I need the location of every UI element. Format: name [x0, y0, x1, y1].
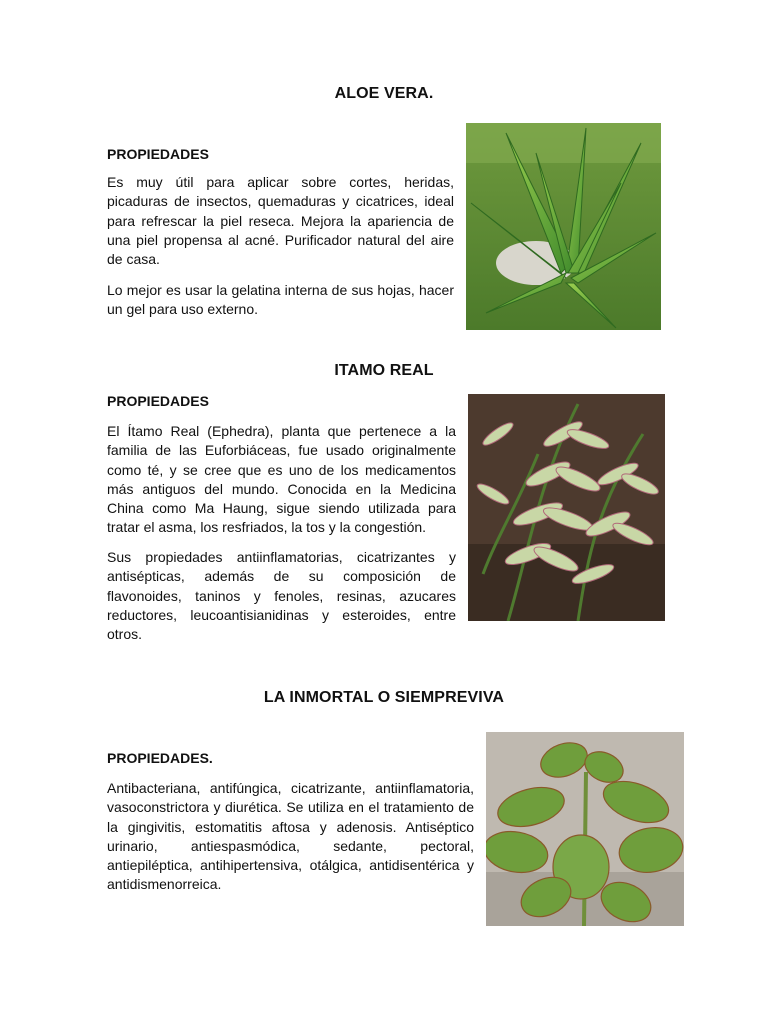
section-title-aloe-vera: ALOE VERA. — [334, 85, 434, 102]
properties-label-aloe-vera: PROPIEDADES — [107, 146, 209, 162]
itamo-real-paragraph-2: Sus propiedades antiinflamatorias, cicatrizantes y antisépticas, además de su composición de flavonoides, taninos y fenoles, resinas, azucares reductores, leucoantisianidinas y esteroides, entre otros. — [107, 549, 456, 643]
aloe-vera-paragraph-2: Lo mejor es usar la gelatina interna de sus hojas, hacer un gel para uso externo. — [107, 282, 454, 318]
siempreviva-paragraph-1: Antibacteriana, antifúngica, cicatrizante, antiinflamatoria, vasoconstrictora y diurética. Se utiliza en el tratamiento de la gingivitis, estomatitis aftosa y adenosis. Antiséptico urinario, antiespasmódica, sedante, pectoral, antiepiléptica, antihipertensiva, otálgica, antidisentérica y antidismenorreica. — [107, 780, 474, 893]
properties-label-itamo-real: PROPIEDADES — [107, 393, 209, 409]
aloe-vera-plant-icon — [466, 123, 661, 330]
itamo-real-paragraph-1: El Ítamo Real (Ephedra), planta que pertenece a la familia de las Euforbiáceas, fue usado originalmente como té, y se cree que es uno de los medicamentos más antiguos del mundo. Conocida en la Medicina China como Ma Haung, sigue siendo utilizada para tratar el asma, los resfriados, la tos y la congestión. — [107, 423, 456, 536]
aloe-vera-photo — [466, 123, 661, 330]
section-title-itamo-real: ITAMO REAL — [334, 362, 434, 379]
siempreviva-plant-icon — [486, 732, 684, 926]
siempreviva-photo — [486, 732, 684, 926]
itamo-real-plant-icon — [468, 394, 665, 621]
itamo-real-photo — [468, 394, 665, 621]
properties-label-siempreviva: PROPIEDADES. — [107, 750, 213, 766]
section-title-siempreviva: LA INMORTAL O SIEMPREVIVA — [263, 689, 505, 706]
aloe-vera-paragraph-1: Es muy útil para aplicar sobre cortes, heridas, picaduras de insectos, quemaduras y cicatrices, ideal para refrescar la piel reseca. Mejora la apariencia de una piel propensa al acné. Purificador natural del aire de casa. — [107, 174, 454, 268]
